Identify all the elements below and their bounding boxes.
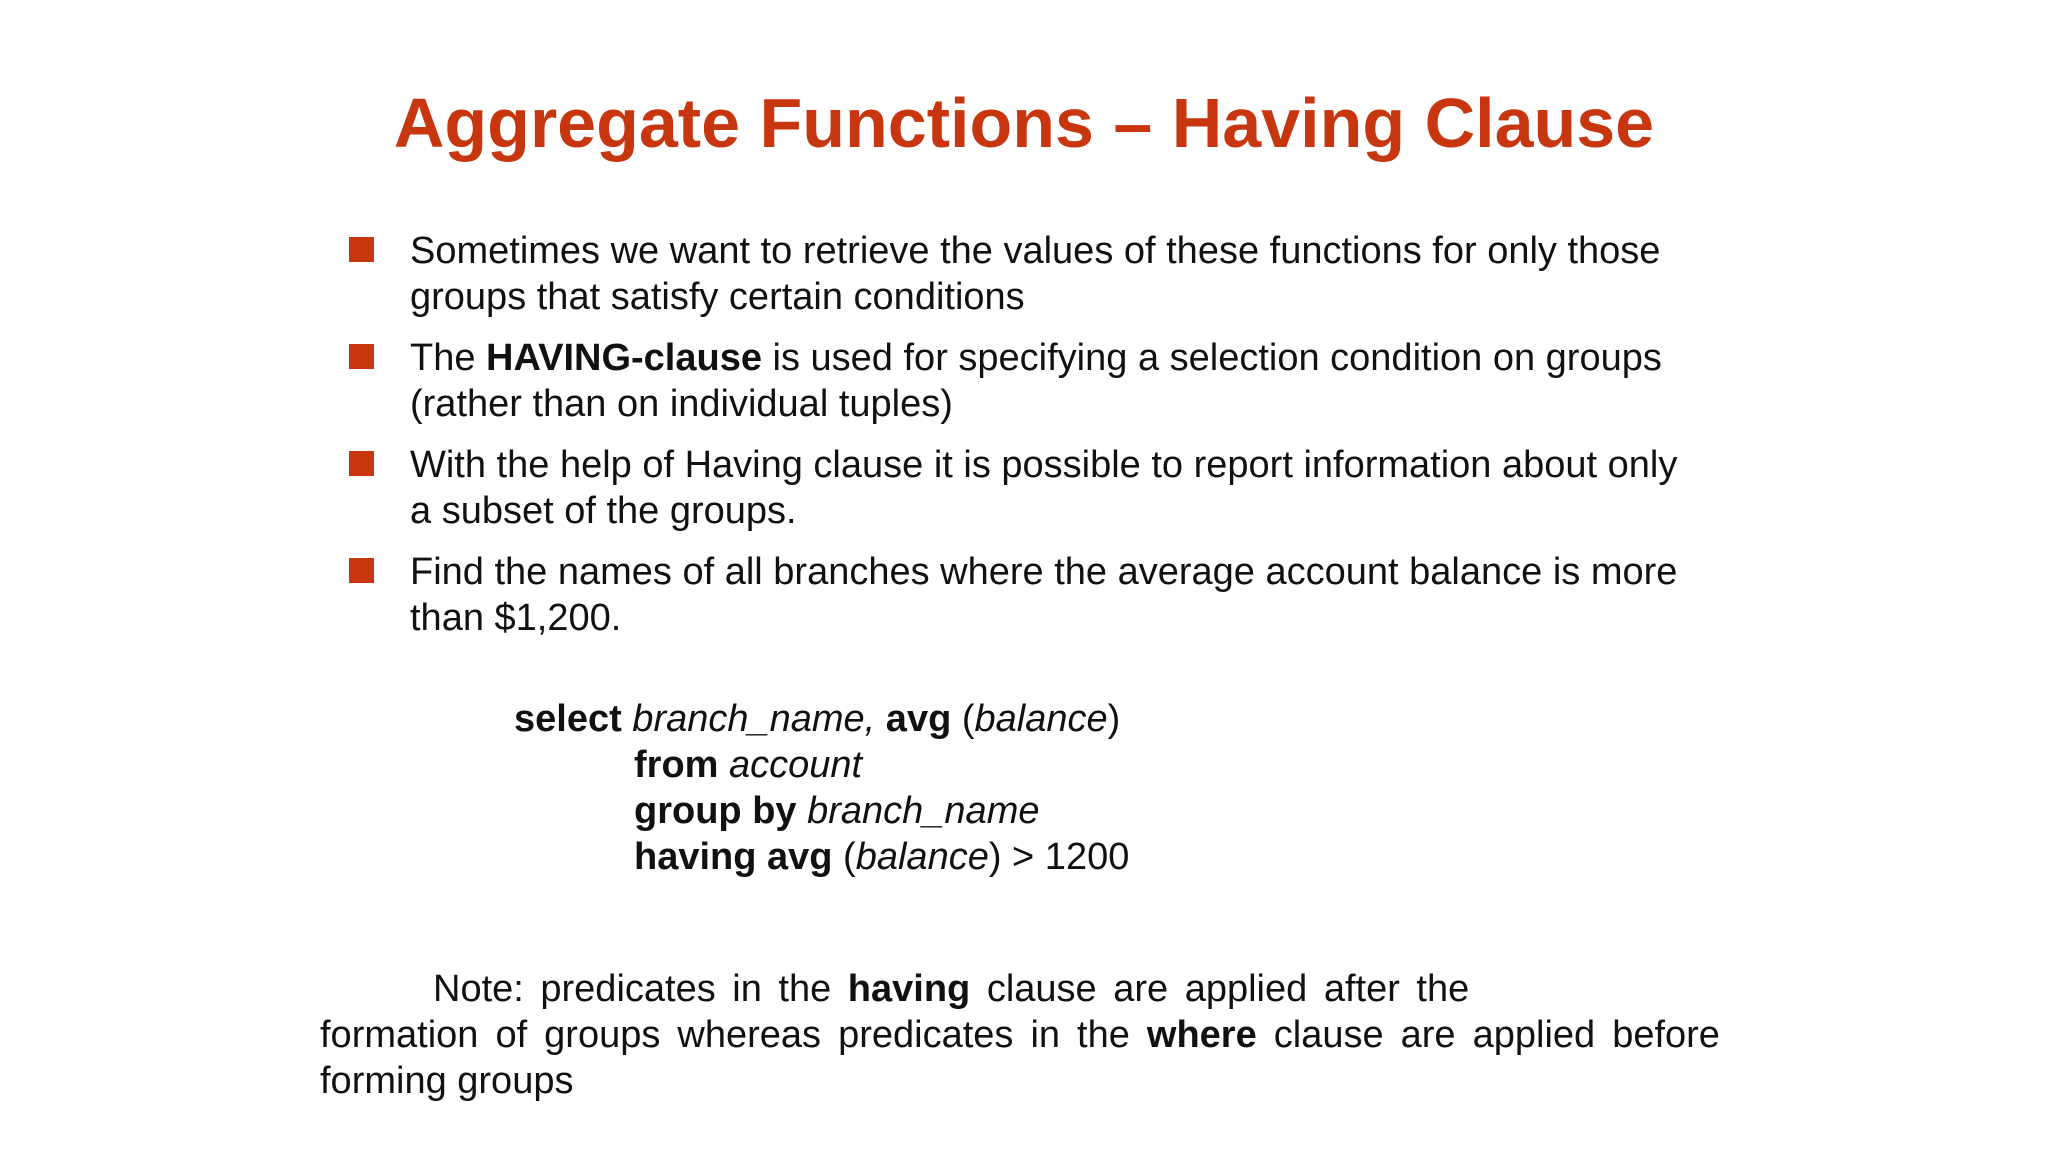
note-word: clause <box>1273 1014 1384 1056</box>
bullet-item <box>348 442 1688 534</box>
note-word: applied <box>1472 1014 1596 1056</box>
note-text: clause are applied after the <box>986 968 1470 1010</box>
note-word: groups <box>544 1014 661 1056</box>
note-word: the <box>1077 1014 1130 1056</box>
bullet-text: Find the names of all branches where the average account balance is more than $1,200. <box>410 551 1678 639</box>
query-line-group-by <box>514 788 1129 834</box>
note-word: of <box>495 1014 528 1056</box>
keyword-avg: avg <box>875 698 952 740</box>
bullet-item <box>348 335 1688 427</box>
column-balance: balance <box>974 698 1108 740</box>
square-bullet-icon <box>349 237 374 262</box>
keyword-select: select <box>514 698 622 740</box>
note-paragraph <box>320 966 1720 1104</box>
column-balance: balance <box>855 836 989 878</box>
bullet-item <box>348 228 1688 320</box>
note-line-3: forming groups <box>320 1060 574 1102</box>
query-line-select <box>514 696 1129 742</box>
square-bullet-icon <box>349 344 374 369</box>
bullet-item <box>348 549 1688 641</box>
note-word: predicates <box>838 1014 1014 1056</box>
bullet-text-bold: HAVING-clause <box>486 337 762 379</box>
note-word: in <box>1030 1014 1061 1056</box>
note-line-2 <box>320 1012 1720 1058</box>
note-line-1 <box>320 966 1720 1012</box>
column-branch-name: branch_name <box>796 790 1040 832</box>
note-text: Note: predicates in the <box>433 968 832 1010</box>
note-bold-having: having <box>847 968 971 1010</box>
keyword-from: from <box>634 744 719 786</box>
column-branch-name: branch_name, <box>621 698 876 740</box>
bullet-text-prefix: The <box>410 337 487 379</box>
sql-query <box>514 696 1129 880</box>
bullet-text-suffix: is used for specifying a selection condition on groups (rather than on individual tuples) <box>410 337 1662 425</box>
note-word: are <box>1400 1014 1456 1056</box>
table-account: account <box>718 744 863 786</box>
note-word: before <box>1612 1014 1720 1056</box>
note-word: formation <box>320 1014 479 1056</box>
bullet-text: With the help of Having clause it is possible to report information about only a subset of the groups. <box>410 444 1678 532</box>
bullet-list <box>348 228 1688 656</box>
bullet-text: Sometimes we want to retrieve the values of these functions for only those groups that satisfy certain conditions <box>410 230 1661 318</box>
square-bullet-icon <box>349 558 374 583</box>
keyword-having-avg: having avg <box>634 836 833 878</box>
square-bullet-icon <box>349 451 374 476</box>
paren-open: ( <box>832 836 856 878</box>
keyword-group-by: group by <box>634 790 797 832</box>
query-line-from <box>514 742 1129 788</box>
slide-title: Aggregate Functions – Having Clause <box>393 84 1655 162</box>
having-condition: ) > 1200 <box>988 836 1130 878</box>
note-bold-where: where <box>1146 1014 1257 1056</box>
query-line-having <box>514 834 1129 880</box>
paren-open: ( <box>951 698 975 740</box>
paren-close: ) <box>1107 698 1121 740</box>
note-word: whereas <box>677 1014 822 1056</box>
